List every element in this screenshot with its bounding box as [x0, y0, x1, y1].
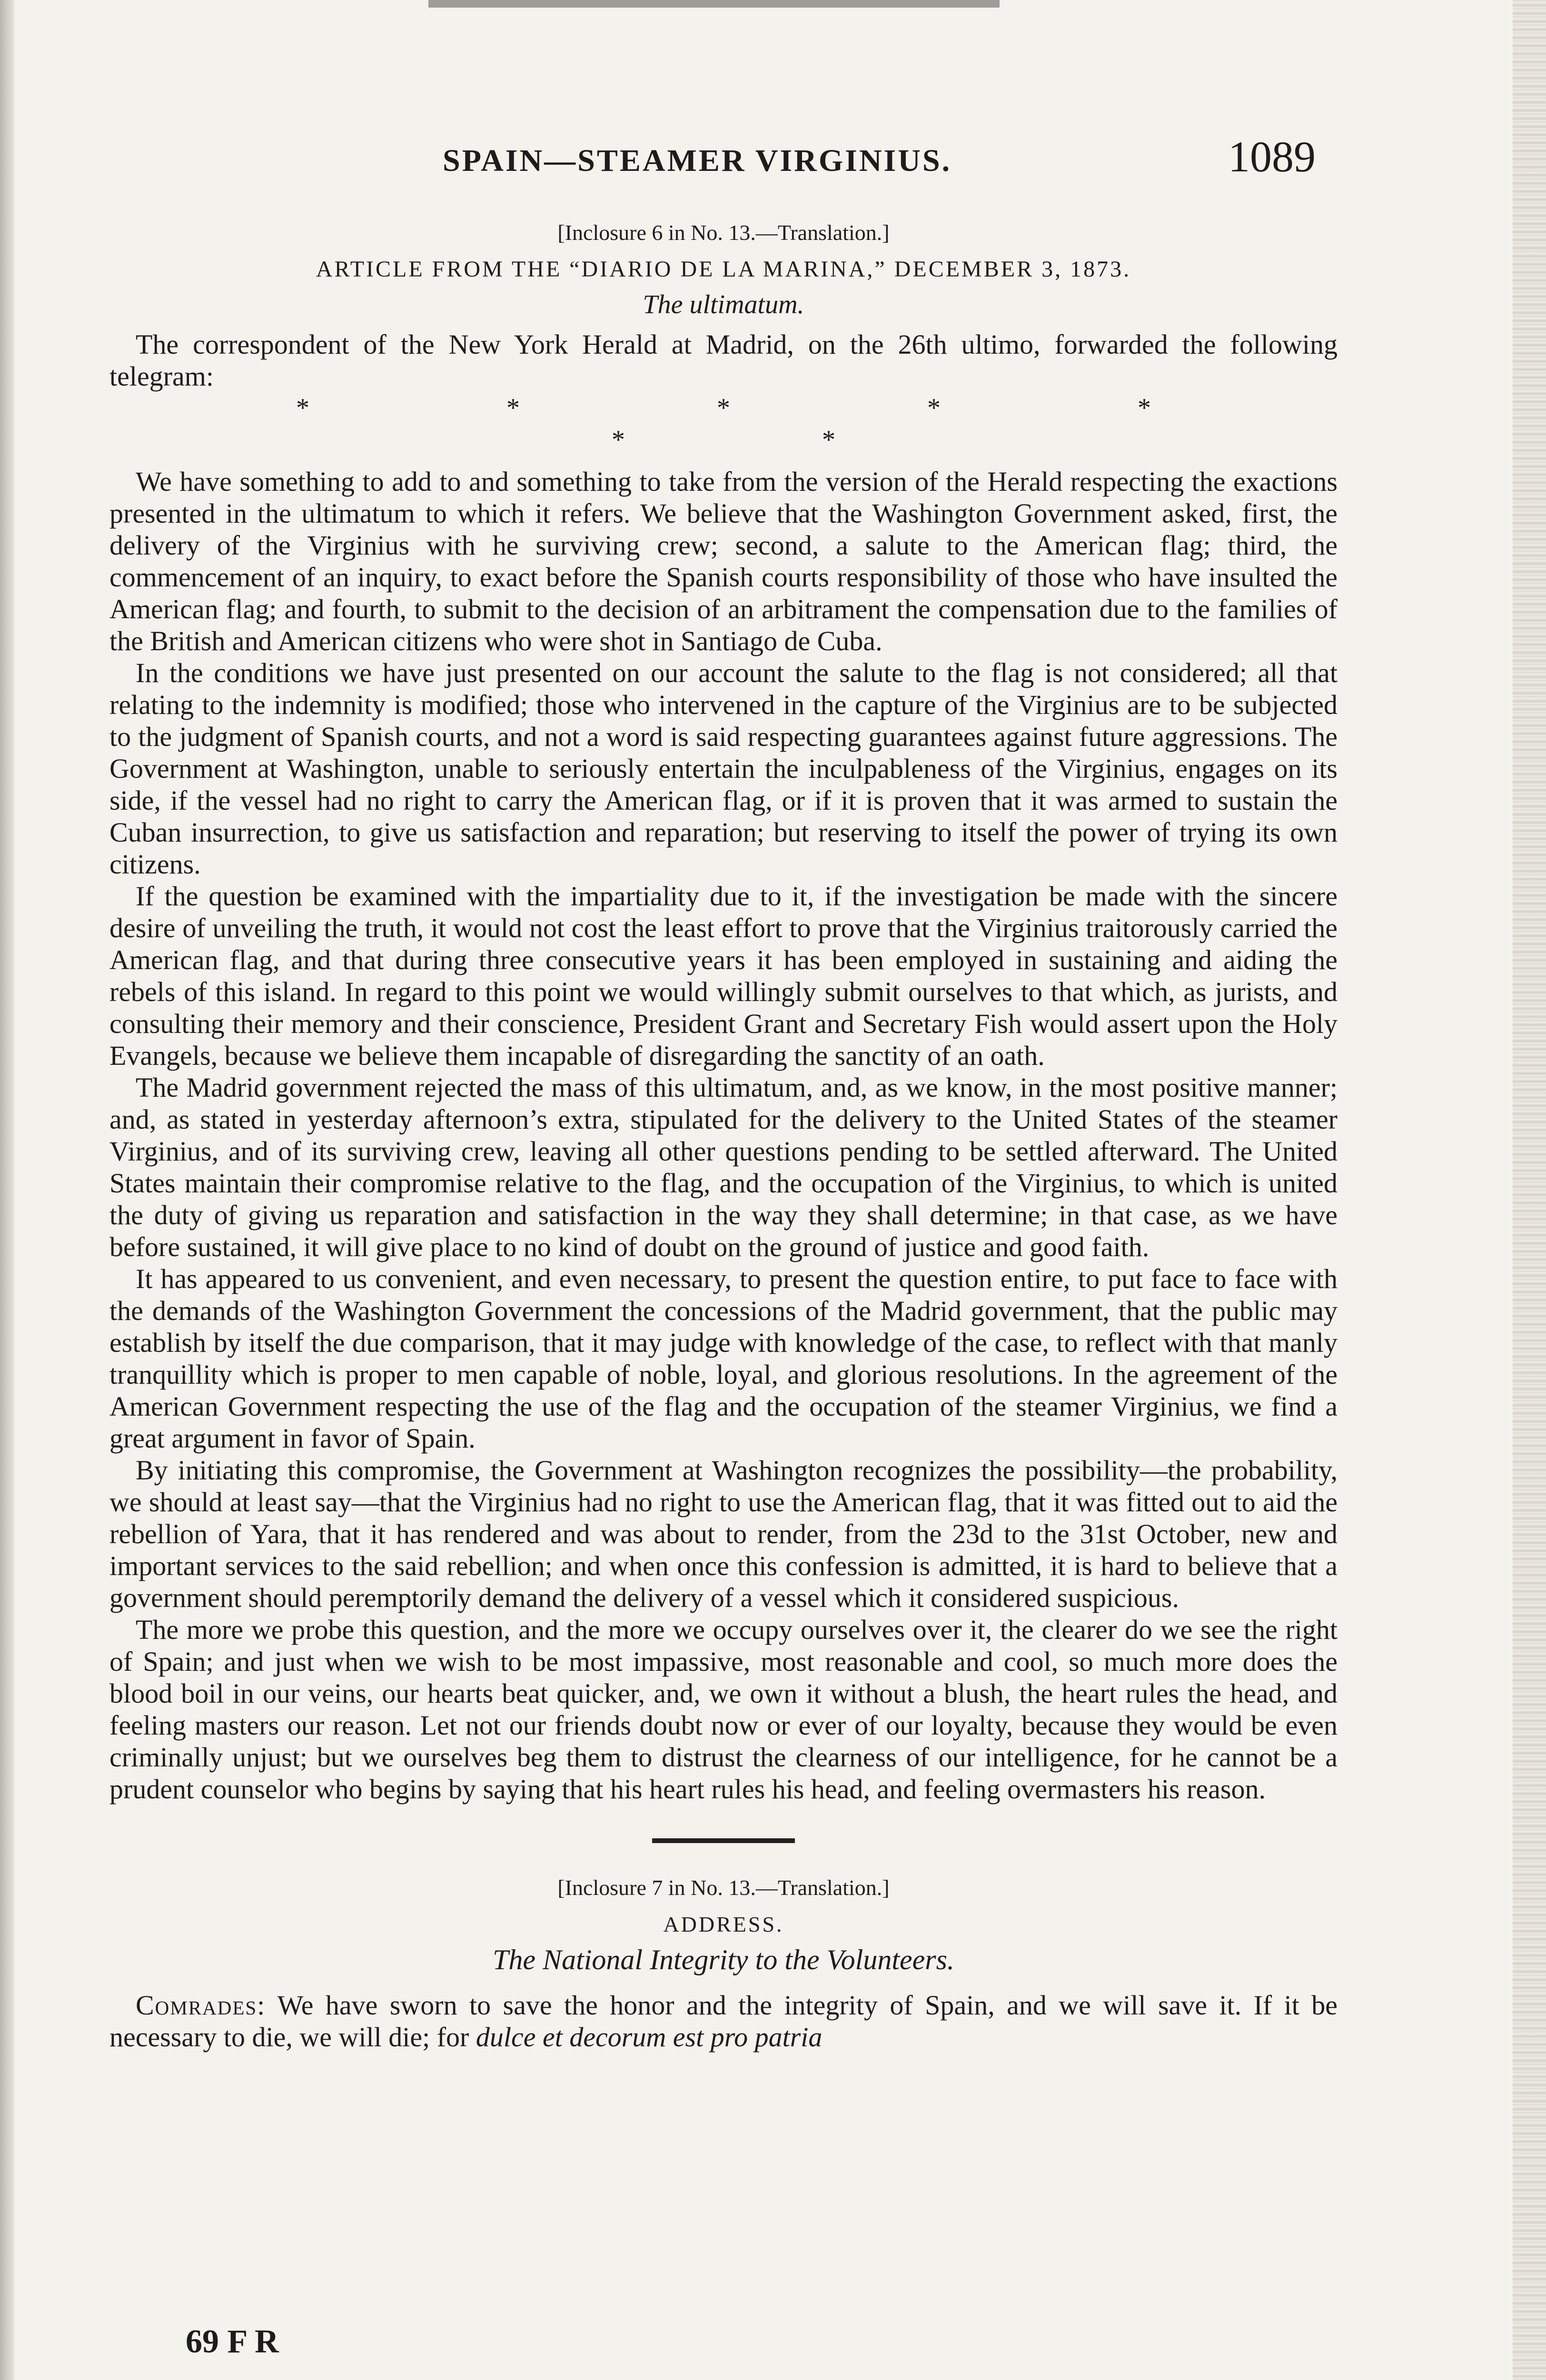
address-text: We have sworn to save the honor and the integrity of Spain, and we will save it. If it be necessary to die, we will die; for — [109, 1990, 1338, 2053]
inclosure-6-label: [Inclosure 6 in No. 13.—Translation.] — [557, 220, 890, 245]
inclosure-7-label: [Inclosure 7 in No. 13.—Translation.] — [557, 1875, 890, 1900]
paragraph-3: In the conditions we have just presented on our account the salute to the flag is not considered; all that relating to the indemnity is modified; those who intervened in the capture of the Virginius are to be subjected to the judgment of Spanish courts, and not a word is said respecting guarantees against future aggressions. The Government at Washington, unable to seriously entertain the inculpableness of the Virginius, engages on its side, if the vessel had no right to carry the American flag, or if it is proven that it was armed to sustain the Cuban insurrection, to give us satisfaction and reparation; but reserving to itself the power of trying its own citizens. — [109, 657, 1338, 880]
page-header — [109, 129, 1347, 181]
ellipsis-stars: * * * * * * * — [296, 393, 1246, 455]
paragraph-5: The Madrid government rejected the mass of this ultimatum, and, as we know, in the most positive manner; and, as stated in yesterday afternoon’s extra, stipulated for the delivery to the United States of the steamer Virginius, and of its surviving crew, leaving all other questions pending to be settled afterward. The United States maintain their compromise relative to the flag, and the occupation of the Virginius, to which is united the duty of giving us reparation and satisfaction in the way they shall determine; in that case, as we have before sustained, it will give place to no kind of doubt on the ground of justice and good faith. — [109, 1072, 1338, 1262]
paragraph-8: The more we probe this question, and the more we occupy ourselves over it, the clearer do we see the right of Spain; and just when we wish to be most impassive, most reasonable and cool, so much more does the blood boil in our veins, our hearts beat quicker, and, we own it without a blush, the heart rules the head, and feeling masters our reason. Let not our friends doubt now or ever of our loyalty, because they would be even criminally unjust; but we ourselves beg them to distrust the clearness of our intelligence, for he cannot be a prudent counselor who begins by saying that his heart rules his head, and feeling overmasters his reason. — [109, 1614, 1338, 1805]
running-title: SPAIN—STEAMER VIRGINIUS. — [443, 143, 952, 178]
latin-phrase: dulce et decorum est pro patria — [476, 2022, 823, 2053]
address-subtitle: The National Integrity to the Volunteers. — [493, 1944, 954, 1975]
scan-smudge — [428, 0, 1000, 8]
paragraph-1: The correspondent of the New York Herald at Madrid, on the 26th ultimo, forwarded the following telegram: — [109, 329, 1338, 392]
paragraph-7: By initiating this compromise, the Government at Washington recognizes the possibility—the probability, we should at least say—that the Virginius had no right to use the American flag, that it was fitted out to aid the rebellion of Yara, that it has rendered and was about to render, from the 23d to the 31st October, new and important services to the said rebellion; and when once this confession is admitted, it is hard to believe that a government should peremptorily demand the delivery of a vessel which it considered suspicious. — [109, 1455, 1338, 1613]
page-edge-left — [0, 0, 14, 2380]
paragraph-6: It has appeared to us convenient, and even necessary, to present the question entire, to put face to face with the demands of the Washington Government the concessions of the Madrid government, that the public may establish by itself the due comparison, that it may judge with knowledge of the case, to reflect with that manly tranquillity which is proper to men capable of noble, loyal, and glorious resolutions. In the agreement of the American Government respecting the use of the flag and the occupation of the steamer Virginius, we find a great argument in favor of Spain. — [109, 1263, 1338, 1454]
address-title: ADDRESS. — [663, 1912, 784, 1936]
article-subtitle: The ultimatum. — [643, 290, 804, 319]
page-edge-right — [1513, 0, 1546, 2380]
paragraph-4: If the question be examined with the impartiality due to it, if the investigation be made with the sincere desire of unveiling the truth, it would not cost the least effort to prove that the Virginius traitorously carried the American flag, and that during three consecutive years it has been employed in sustaining and aiding the rebels of this island. In regard to this point we would willingly submit ourselves to that which, as jurists, and consulting their memory and their conscience, President Grant and Secretary Fish would assert upon the Holy Evangels, because we believe them incapable of disregarding the sanctity of an oath. — [109, 881, 1338, 1071]
signature-mark: 69 F R — [186, 2323, 279, 2360]
address-salutation: Comrades: — [136, 1990, 266, 2021]
page-content — [109, 217, 1338, 2053]
article-title: ARTICLE FROM THE “DIARIO DE LA MARINA,” DECEMBER 3, 1873. — [316, 257, 1131, 282]
address-paragraph — [109, 1989, 1338, 2053]
paragraph-2: We have something to add to and something to take from the version of the Herald respecting the exactions presented in the ultimatum to which it refers. We believe that the Washington Government asked, first, the delivery of the Virginius with he surviving crew; second, a salute to the American flag; third, the commencement of an inquiry, to exact before the Spanish courts responsibility of those who have insulted the American flag; and fourth, to submit to the decision of an arbitrament the compensation due to the families of the British and American citizens who were shot in Santiago de Cuba. — [109, 466, 1338, 656]
section-divider — [652, 1838, 795, 1843]
page-number: 1089 — [1228, 132, 1316, 181]
